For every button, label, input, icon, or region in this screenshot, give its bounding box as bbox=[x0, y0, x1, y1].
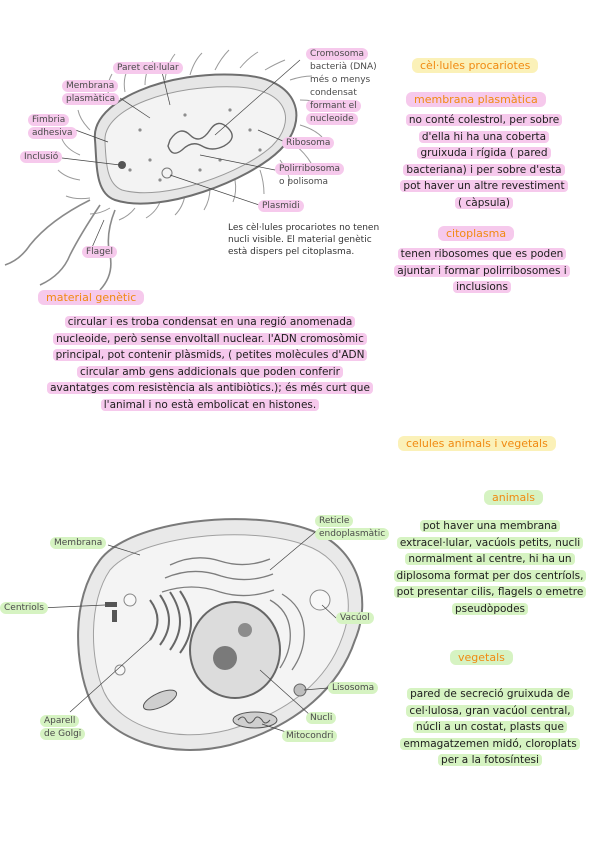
label-plasmidi: Plasmidi bbox=[258, 200, 304, 212]
text-line: tenen ribosomes que es poden bbox=[382, 246, 582, 263]
text-line: diplosoma format per dos centríols, bbox=[392, 568, 588, 585]
text-line: pared de secreció gruixuda de bbox=[392, 686, 588, 703]
caption-line: està dispers pel citoplasma. bbox=[228, 247, 355, 257]
text-line: cel·lulosa, gran vacúol central, bbox=[392, 703, 588, 720]
material-genetic-text bbox=[40, 314, 380, 413]
text-line: no conté colestrol, per sobre bbox=[386, 112, 582, 129]
text-line: ajuntar i formar polirribosomes i bbox=[382, 263, 582, 280]
animals-heading: animals bbox=[484, 490, 543, 505]
label-membrana-2: plasmàtica bbox=[62, 93, 119, 105]
eucariotes-title: celules animals i vegetals bbox=[398, 436, 556, 451]
label-membrana-cell: Membrana bbox=[50, 537, 106, 549]
label-cromosoma-1: Cromosoma bbox=[306, 48, 368, 60]
label-centriols: Centriols bbox=[0, 602, 48, 614]
text-line: pot presentar cilis, flagels o emetre bbox=[392, 584, 588, 601]
citoplasma-text bbox=[382, 246, 582, 296]
text-line: avantatges com resistència als antibiòtics.); és més curt que bbox=[40, 380, 380, 397]
text-line: d'ella hi ha una coberta bbox=[386, 129, 582, 146]
label-reticle-2: endoplasmàtic bbox=[315, 528, 389, 540]
material-genetic-heading: material genètic bbox=[38, 290, 144, 305]
text-line: circular amb gens addicionals que poden conferir bbox=[40, 364, 380, 381]
label-reticle-1: Reticle bbox=[315, 515, 353, 527]
procariotes-title: cèl·lules procariotes bbox=[412, 58, 538, 73]
label-cromosoma-6: nucleoide bbox=[306, 113, 358, 125]
label-cromosoma-3: més o menys bbox=[310, 75, 371, 85]
membrana-text bbox=[386, 112, 582, 211]
label-aparell-1: Aparell bbox=[40, 715, 79, 727]
text-line: pot haver un altre revestiment bbox=[386, 178, 582, 195]
label-cromosoma-5: formant el bbox=[306, 100, 361, 112]
animals-text bbox=[392, 518, 588, 617]
caption-line: Les cèl·lules procariotes no tenen bbox=[228, 223, 380, 233]
label-fimbria-1: Fimbria bbox=[28, 114, 69, 126]
text-line: ( càpsula) bbox=[386, 195, 582, 212]
vegetals-heading: vegetals bbox=[450, 650, 513, 665]
caption-line: nucli visible. El material genètic bbox=[228, 235, 372, 245]
label-inclusio: Inclusió bbox=[20, 151, 62, 163]
text-line: pot haver una membrana bbox=[392, 518, 588, 535]
label-membrana-1: Membrana bbox=[62, 80, 118, 92]
label-polirribosoma-2: o polisoma bbox=[279, 177, 329, 187]
label-polirribosoma-1: Polirribosoma bbox=[275, 163, 344, 175]
label-aparell-2: de Golgi bbox=[40, 728, 85, 740]
label-mitocondri: Mitocondri bbox=[282, 730, 337, 742]
membrana-heading: membrana plasmàtica bbox=[406, 92, 546, 107]
label-ribosoma: Ribosoma bbox=[282, 137, 334, 149]
text-line: emmagatzemen midó, cloroplats bbox=[392, 736, 588, 753]
text-line: circular i es troba condensat en una regió anomenada bbox=[40, 314, 380, 331]
citoplasma-heading: citoplasma bbox=[438, 226, 514, 241]
diagram-caption bbox=[228, 222, 379, 258]
text-line: pseudòpodes bbox=[392, 601, 588, 618]
label-lisosoma: Lisosoma bbox=[328, 682, 378, 694]
text-line: extracel·lular, vacúols petits, nucli bbox=[392, 535, 588, 552]
label-cromosoma-2: bacterià (DNA) bbox=[310, 62, 377, 72]
text-line: nucleoide, però sense envoltall nuclear. l'ADN cromosòmic bbox=[40, 331, 380, 348]
label-flagel: Flagel bbox=[82, 246, 117, 258]
text-line: gruixuda i rígida ( pared bbox=[386, 145, 582, 162]
text-line: l'animal i no està embolicat en histones. bbox=[40, 397, 380, 414]
vegetals-text bbox=[392, 686, 588, 769]
label-paret: Paret cel·lular bbox=[113, 62, 183, 74]
label-fimbria-2: adhesiva bbox=[28, 127, 77, 139]
label-nucli: Nucli bbox=[306, 712, 336, 724]
text-line: inclusions bbox=[382, 279, 582, 296]
label-cromosoma-4: condensat bbox=[310, 88, 357, 98]
text-line: núcli a un costat, plasts que bbox=[392, 719, 588, 736]
text-line: normalment al centre, hi ha un bbox=[392, 551, 588, 568]
text-line: bacteriana) i per sobre d'esta bbox=[386, 162, 582, 179]
text-line: per a la fotosíntesi bbox=[392, 752, 588, 769]
text-line: principal, pot contenir plàsmids, ( petites molècules d'ADN bbox=[40, 347, 380, 364]
label-vacuol: Vacúol bbox=[336, 612, 374, 624]
